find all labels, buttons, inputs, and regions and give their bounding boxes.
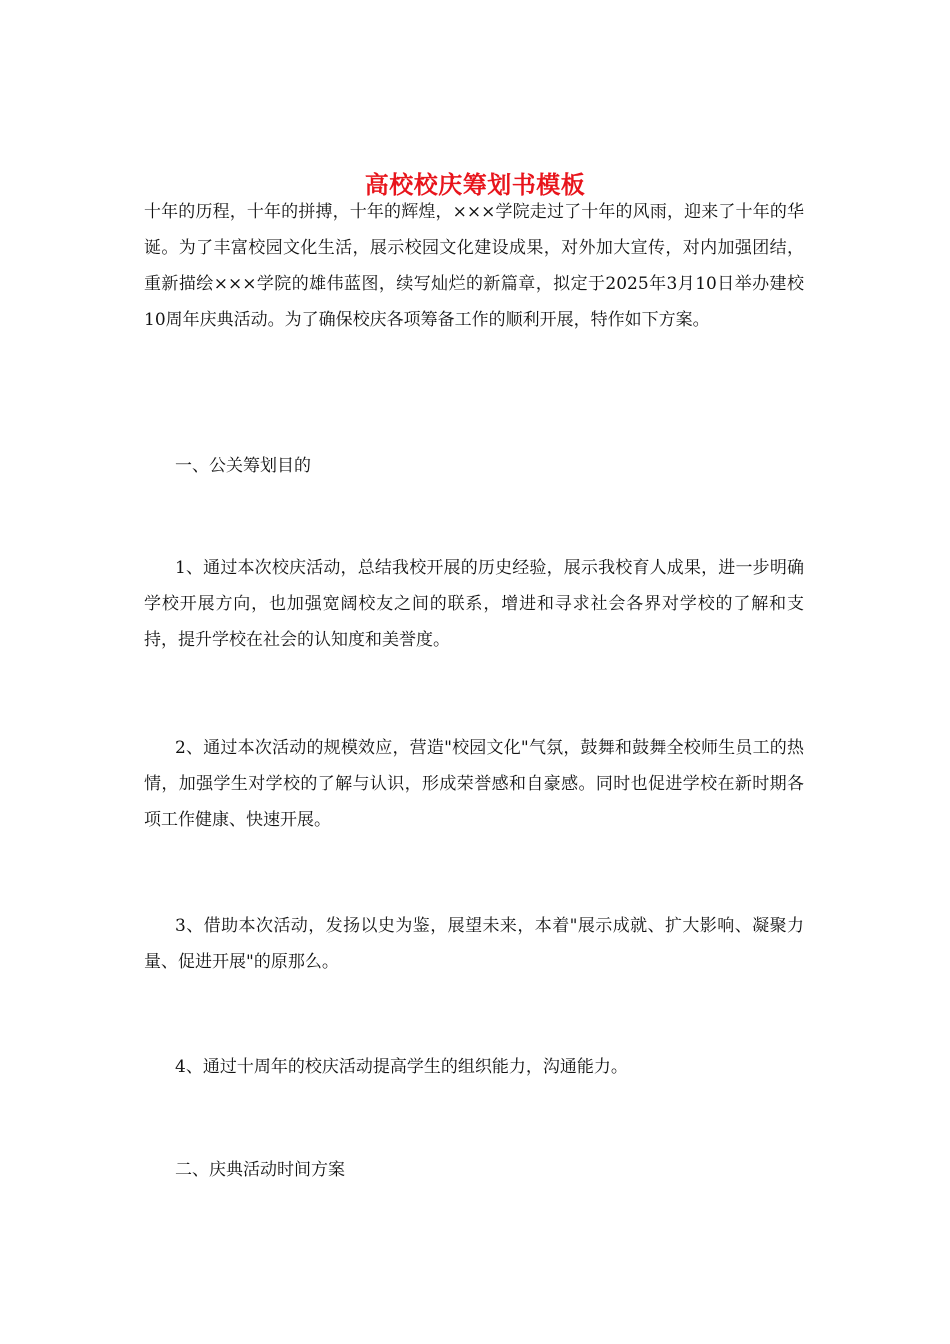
section-heading-schedule: 二、庆典活动时间方案 <box>175 1160 345 1180</box>
purpose-item-2: 2、通过本次活动的规模效应，营造"校园文化"气氛，鼓舞和鼓舞全校师生员工的热情，加强学生对学校的了解与认识，形成荣誉感和自豪感。同时也促进学校在新时期各项工作健康、快速开展。 <box>144 738 804 830</box>
intro-paragraph: 十年的历程，十年的拼搏，十年的辉煌，×××学院走过了十年的风雨，迎来了十年的华诞。为了丰富校园文化生活，展示校园文化建设成果，对外加大宣传，对内加强团结，重新描绘×××学院的雄伟蓝图，续写灿烂的新篇章，拟定于2025年3月10日举办建校10周年庆典活动。为了确保校庆各项筹备工作的顺利开展，特作如下方案。 <box>144 202 804 330</box>
purpose-item-4: 4、通过十周年的校庆活动提高学生的组织能力，沟通能力。 <box>175 1057 628 1077</box>
document-title: 高校校庆筹划书模板 <box>364 170 586 200</box>
purpose-item-1: 1、通过本次校庆活动，总结我校开展的历史经验，展示我校育人成果，进一步明确学校开展方向，也加强宽阔校友之间的联系，增进和寻求社会各界对学校的了解和支持，提升学校在社会的认知度和美誉度。 <box>144 558 804 650</box>
section-heading-purpose: 一、公关筹划目的 <box>175 456 311 476</box>
purpose-item-3: 3、借助本次活动，发扬以史为鉴，展望未来，本着"展示成就、扩大影响、凝聚力量、促进开展"的原那么。 <box>144 916 804 972</box>
